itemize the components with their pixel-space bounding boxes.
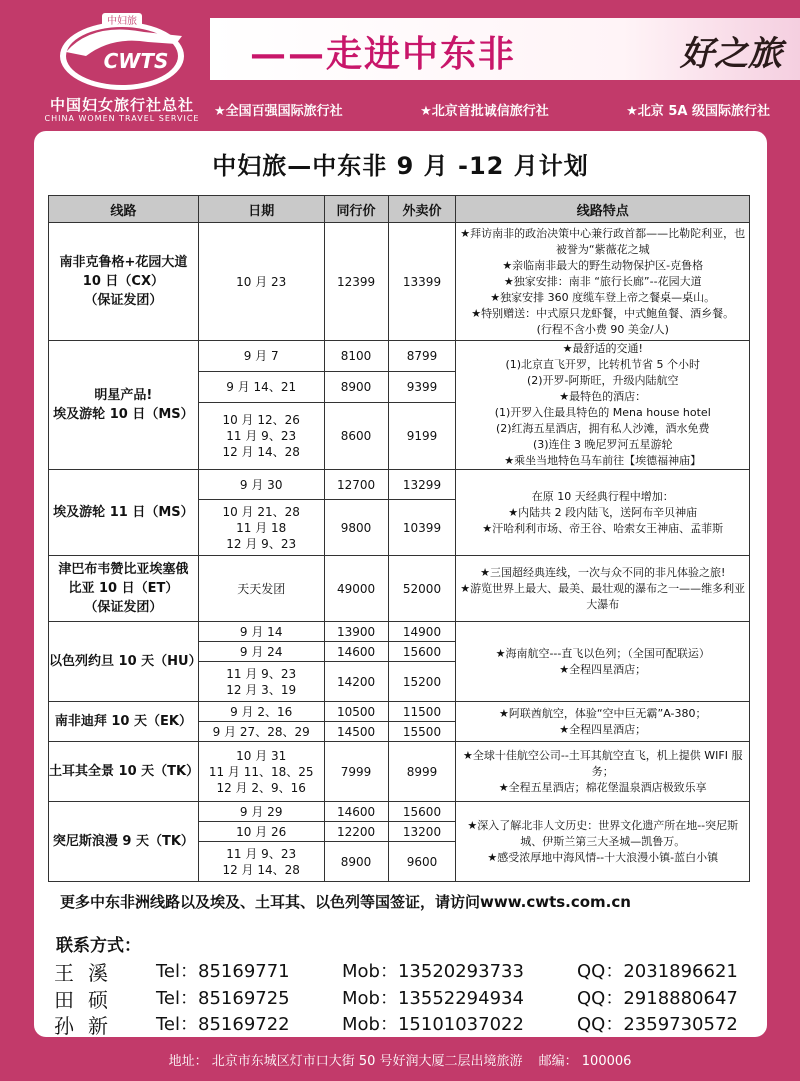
contact-name: 王溪 (54, 961, 122, 985)
date-line: 11 月 9、23 (226, 846, 297, 861)
retail-price-cell: 9199 (388, 403, 456, 470)
contact-row (54, 984, 754, 1010)
date-line: 12 月 14、28 (222, 445, 300, 460)
date-cell (198, 802, 324, 822)
company-logo[interactable] (42, 6, 202, 121)
date-cell (198, 500, 324, 556)
footer (0, 1050, 800, 1069)
peer-price-cell: 8900 (324, 842, 388, 882)
peer-price-cell: 12200 (324, 822, 388, 842)
feature-line: (2)红海五星酒店，拥有私人沙滩，酒水免费 (495, 422, 710, 435)
route-name-cell (49, 470, 199, 556)
table-row (49, 702, 750, 722)
date-cell (198, 372, 324, 403)
route-name-line: 突尼斯浪漫 9 天（TK） (52, 834, 194, 849)
features-cell (456, 622, 750, 702)
peer-price-cell: 7999 (324, 742, 388, 802)
date-line: 10 月 12、26 (222, 413, 300, 428)
date-line: 10 月 23 (236, 274, 287, 289)
route-name-cell (49, 223, 199, 341)
feature-line: (1)北京直飞开罗，比转机节省 5 个小时 (505, 358, 701, 371)
contact-qq: QQ：2918880647 (577, 988, 738, 1009)
route-name-line: 埃及游轮 11 日（MS） (53, 505, 194, 520)
date-cell (198, 470, 324, 500)
retail-price-cell: 15500 (388, 722, 456, 742)
date-line: 9 月 27、28、29 (212, 724, 310, 739)
slogan-text: ——走进中东非 (250, 33, 517, 75)
peer-price-cell: 14200 (324, 662, 388, 702)
date-cell (198, 556, 324, 622)
peer-price-cell: 14600 (324, 642, 388, 662)
features-cell (456, 742, 750, 802)
date-line: 10 月 31 (236, 748, 287, 763)
feature-line: ★全程四星酒店； (559, 662, 647, 676)
contact-qq: QQ：2031896621 (577, 961, 738, 982)
contact-row (54, 1010, 754, 1036)
peer-price-cell: 9800 (324, 500, 388, 556)
date-line: 11 月 9、23 (226, 666, 297, 681)
feature-line: ★游览世界上最大、最美、最壮观的瀑布之一——维多利亚大瀑布 (460, 581, 746, 611)
feature-line: ★独家安排 360 度缆车登上帝之餐桌—桌山。 (490, 290, 716, 304)
features-cell (456, 556, 750, 622)
table-row (49, 622, 750, 642)
date-cell (198, 822, 324, 842)
date-line: 10 月 26 (236, 824, 287, 839)
retail-price-cell: 13399 (388, 223, 456, 341)
features-cell (456, 470, 750, 556)
retail-price-cell: 52000 (388, 556, 456, 622)
feature-line: ★亲临南非最大的野生动物保护区-克鲁格 (502, 258, 704, 272)
route-name-line: 以色列约旦 10 天（HU） (49, 654, 202, 669)
features-cell (456, 702, 750, 742)
badge-item: ★全国百强国际旅行社 (214, 104, 343, 119)
feature-line: ★乘坐当地特色马车前往【埃德福神庙】 (504, 454, 702, 467)
more-routes-text: 更多中东非洲线路以及埃及、土耳其、以色列等国签证，请访问www.cwts.com.cn (60, 893, 631, 911)
date-line: 9 月 2、16 (230, 704, 293, 719)
table-row (49, 341, 750, 372)
logo-emblem-icon (52, 6, 192, 94)
peer-price-cell: 49000 (324, 556, 388, 622)
date-line: 11 月 9、23 (226, 429, 297, 444)
brand-calligraphy: 好之旅 (680, 34, 782, 74)
feature-line: ★拜访南非的政治决策中心兼行政首都——比勒陀利亚，也被誉为“紫薇花之城 (460, 226, 746, 256)
date-cell (198, 662, 324, 702)
feature-line: ★最舒适的交通! (562, 342, 643, 355)
route-name-line: 土耳其全景 10 天（TK） (49, 764, 200, 779)
feature-line: (3)连住 3 晚尼罗河五星游轮 (532, 438, 673, 451)
contact-tel: Tel：85169722 (156, 1014, 290, 1035)
contact-mobile: Mob：13520293733 (342, 961, 524, 982)
feature-line: ★特别赠送：中式原只龙虾餐，中式鲍鱼餐、酒乡餐。 (471, 306, 735, 320)
route-name-line: 南非克鲁格+花园大道 (59, 255, 188, 270)
table-row (49, 742, 750, 802)
date-line: 11 月 18 (236, 520, 287, 535)
peer-price-cell: 8100 (324, 341, 388, 372)
date-line: 10 月 21、28 (222, 504, 300, 519)
table-header-row (49, 196, 750, 223)
content-panel (34, 131, 767, 1037)
column-header: 线路 (49, 196, 199, 223)
contact-mobile: Mob：13552294934 (342, 988, 524, 1009)
feature-line: (1)开罗入住最具特色的 Mena house hotel (494, 406, 711, 419)
route-name-cell (49, 702, 199, 742)
retail-price-cell: 13200 (388, 822, 456, 842)
date-cell (198, 622, 324, 642)
logo-chinese-name: 中国妇女旅行社总社 (49, 96, 194, 114)
retail-price-cell: 8799 (388, 341, 456, 372)
route-name-line: 明星产品! (94, 388, 153, 403)
feature-line: ★最特色的酒店： (559, 390, 647, 403)
route-name-cell (49, 742, 199, 802)
feature-line: ★三国超经典连线，一次与众不同的非凡体验之旅! (480, 565, 726, 579)
date-cell (198, 223, 324, 341)
badge-item: ★北京首批诚信旅行社 (420, 104, 549, 119)
date-line: 12 月 2、9、16 (216, 780, 306, 795)
feature-line: ★感受浓厚地中海风情--十大浪漫小镇-蓝白小镇 (487, 850, 719, 864)
badge-item: ★北京 5A 级国际旅行社 (626, 104, 770, 119)
date-line: 12 月 9、23 (226, 536, 297, 551)
contact-tel: Tel：85169725 (156, 988, 290, 1009)
retail-price-cell: 15600 (388, 802, 456, 822)
feature-line: ★全程四星酒店； (559, 722, 647, 736)
route-name-cell (49, 802, 199, 882)
date-line: 12 月 14、28 (222, 862, 300, 877)
table-row (49, 470, 750, 500)
table-row (49, 802, 750, 822)
page-title: 中妇旅—中东非 9 月 -12 月计划 (212, 152, 589, 180)
peer-price-cell: 13900 (324, 622, 388, 642)
route-name-line: （保证发团） (84, 600, 163, 615)
features-cell (456, 341, 750, 470)
retail-price-cell: 15200 (388, 662, 456, 702)
header (0, 0, 800, 130)
route-name-line: 津巴布韦赞比亚埃塞俄 (58, 562, 189, 577)
retail-price-cell: 10399 (388, 500, 456, 556)
date-cell (198, 742, 324, 802)
route-name-cell (49, 341, 199, 470)
date-cell (198, 702, 324, 722)
retail-price-cell: 8999 (388, 742, 456, 802)
retail-price-cell: 15600 (388, 642, 456, 662)
peer-price-cell: 8900 (324, 372, 388, 403)
date-cell (198, 722, 324, 742)
feature-line: ★阿联酋航空，体验“空中巨无霸”A-380； (498, 706, 707, 720)
features-cell (456, 802, 750, 882)
route-name-line: 埃及游轮 10 日（MS） (53, 407, 194, 422)
badge-row (214, 100, 800, 119)
date-cell (198, 642, 324, 662)
feature-line: ★汗哈利利市场、帝王谷、哈索女王神庙、孟菲斯 (482, 521, 724, 535)
tour-plan-table (48, 195, 750, 882)
date-line: 9 月 24 (239, 644, 283, 659)
route-name-line: 比亚 10 日（ET） (68, 581, 179, 596)
feature-line: (行程不含小费 90 美金/人) (536, 322, 669, 336)
contact-row (54, 957, 754, 983)
contact-title: 联系方式： (56, 936, 141, 956)
retail-price-cell: 11500 (388, 702, 456, 722)
date-cell (198, 403, 324, 470)
footer-address: 地址： 北京市东城区灯市口大街 50 号好润大厦二层出境旅游 (168, 1054, 523, 1069)
route-name-cell (49, 622, 202, 702)
slogan-banner (210, 18, 800, 80)
column-header: 线路特点 (456, 196, 750, 223)
retail-price-cell: 9399 (388, 372, 456, 403)
route-name-cell (49, 556, 199, 622)
retail-price-cell: 9600 (388, 842, 456, 882)
feature-line: (2)开罗-阿斯旺，升级内陆航空 (526, 374, 679, 387)
date-line: 11 月 11、18、25 (208, 764, 314, 779)
logo-top-text: 中妇旅 (107, 16, 137, 27)
peer-price-cell: 14500 (324, 722, 388, 742)
contact-mobile: Mob：15101037022 (342, 1014, 524, 1035)
feature-line: ★全程五星酒店；棉花堡温泉酒店极致乐享 (498, 780, 707, 794)
date-line: 9 月 7 (243, 349, 279, 364)
contact-name: 孙新 (54, 1014, 122, 1038)
date-line: 天天发团 (237, 581, 286, 596)
contact-tel: Tel：85169771 (156, 961, 290, 982)
column-header: 日期 (198, 196, 324, 223)
date-line: 12 月 3、19 (226, 682, 297, 697)
table-row (49, 223, 750, 341)
column-header: 外卖价 (388, 196, 456, 223)
peer-price-cell: 12700 (324, 470, 388, 500)
logo-wordmark: CWTS (103, 49, 169, 73)
peer-price-cell: 14600 (324, 802, 388, 822)
feature-line: ★深入了解北非人文历史：世界文化遗产所在地--突尼斯城、伊斯兰第三大圣城—凯鲁万。 (467, 818, 739, 848)
contact-name: 田硕 (54, 988, 122, 1012)
date-line: 9 月 14 (239, 624, 283, 639)
feature-line: ★内陆共 2 段内陆飞，送阿布辛贝神庙 (508, 505, 698, 519)
column-header: 同行价 (324, 196, 388, 223)
route-name-line: （保证发团） (84, 293, 163, 308)
peer-price-cell: 12399 (324, 223, 388, 341)
route-name-line: 10 日（CX） (82, 274, 164, 289)
footer-postcode: 邮编： 100006 (538, 1054, 632, 1069)
date-line: 9 月 14、21 (226, 380, 297, 395)
contact-qq: QQ：2359730572 (577, 1014, 738, 1035)
date-cell (198, 341, 324, 372)
feature-line: ★独家安排：南非 “旅行长廊”--花园大道 (503, 274, 702, 288)
date-cell (198, 842, 324, 882)
retail-price-cell: 13299 (388, 470, 456, 500)
feature-line: ★海南航空---直飞以色列；（全国可配联运） (495, 646, 710, 660)
logo-english-name: CHINA WOMEN TRAVEL SERVICE (44, 114, 200, 123)
peer-price-cell: 10500 (324, 702, 388, 722)
date-line: 9 月 30 (239, 477, 283, 492)
table-row (49, 556, 750, 622)
features-cell (456, 223, 750, 341)
date-line: 9 月 29 (239, 804, 283, 819)
feature-line: ★全球十佳航空公司--土耳其航空直飞，机上提供 WIFI 服务； (462, 748, 743, 778)
route-name-line: 南非迪拜 10 天（EK） (54, 714, 192, 729)
feature-line: 在原 10 天经典行程中增加： (531, 489, 674, 503)
peer-price-cell: 8600 (324, 403, 388, 470)
retail-price-cell: 14900 (388, 622, 456, 642)
